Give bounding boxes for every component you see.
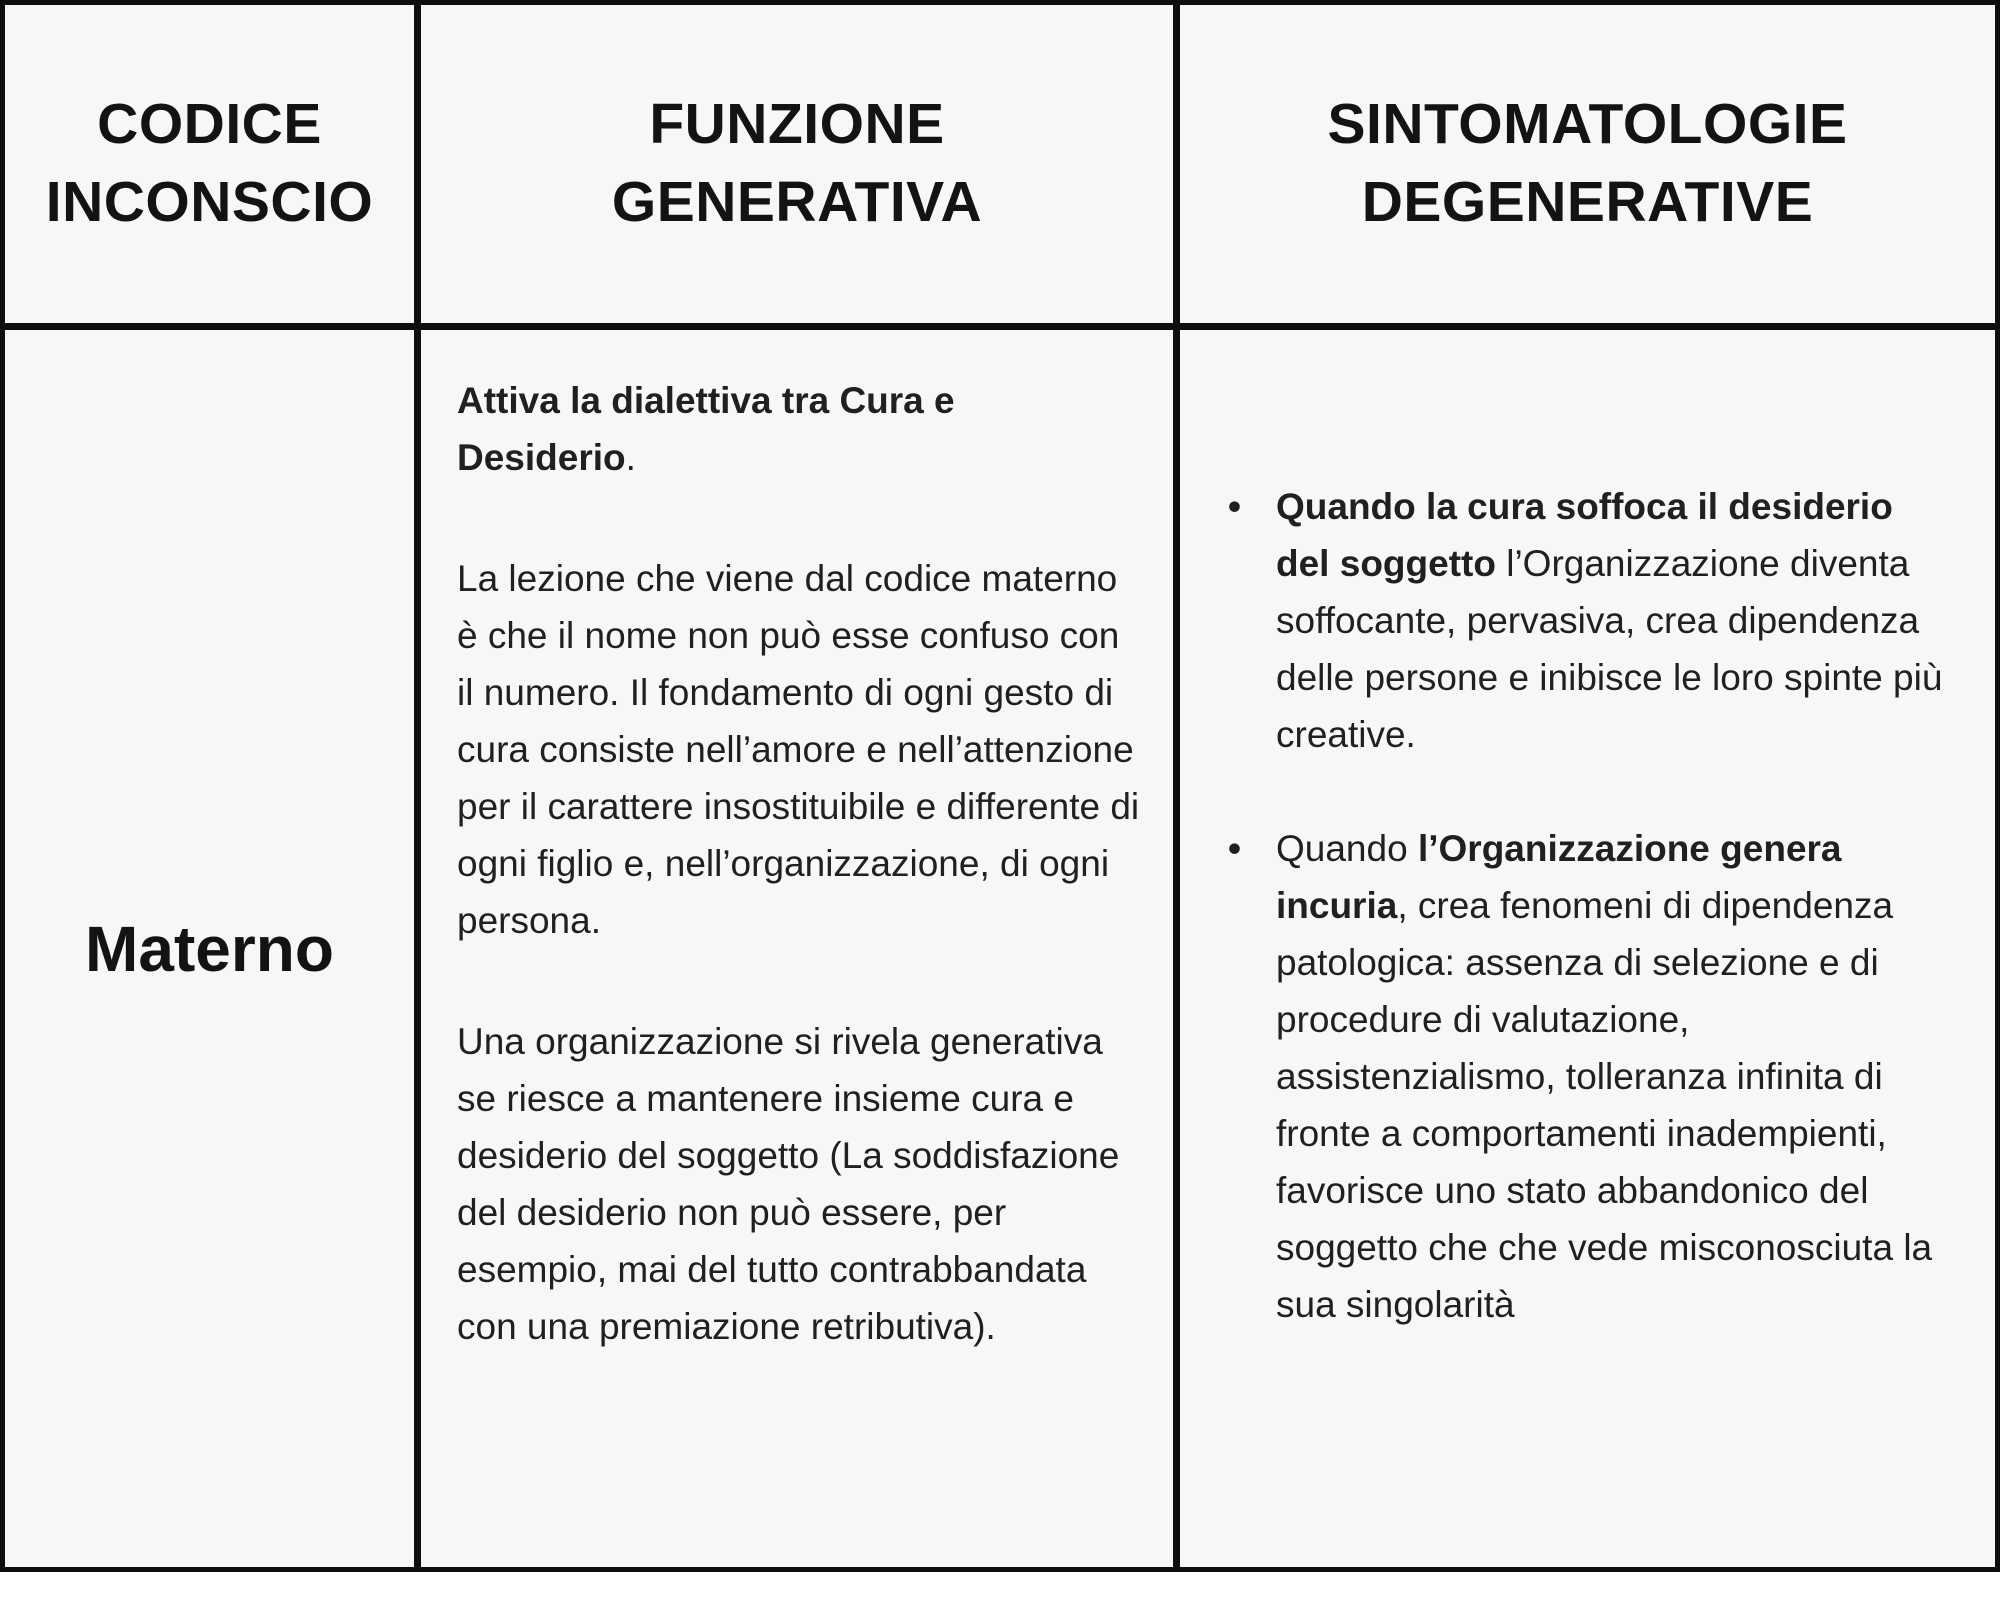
- text-run-bold: l’Organizzazione genera incuria: [1276, 828, 1842, 926]
- header-sintomatologie-degenerative-label: SINTOMATOLOGIE DEGENERATIVE: [1327, 92, 1848, 234]
- text-run: .: [625, 437, 636, 478]
- header-codice-inconscio: [5, 5, 414, 323]
- text-run: Quando: [1276, 828, 1418, 869]
- funzione-paragraph: [457, 550, 1143, 949]
- header-codice-inconscio-label: CODICE INCONSCIO: [45, 92, 374, 234]
- funzione-paragraph: [457, 372, 1143, 486]
- header-sintomatologie-degenerative: [1180, 5, 1995, 323]
- codice-materno-label: Materno: [85, 912, 334, 985]
- text-run: Una organizzazione si rivela generativa se riesce a mantenere insieme cura e desiderio del soggetto (La soddisfazione del desiderio non può essere, per esempio, mai del tutto contrabbandata con una premiazione retributiva).: [457, 1021, 1120, 1347]
- text-run-bold: Quando la cura soffoca il desiderio del soggetto: [1276, 486, 1893, 584]
- cell-codice-materno: [5, 330, 414, 1567]
- text-run-bold: Attiva la dialettiva tra Cura e Desiderio: [457, 380, 955, 478]
- text-run: La lezione che viene dal codice materno è che il nome non può esse confuso con il numero. Il fondamento di ogni gesto di cura consiste nell’amore e nell’attenzione per il carattere insostituibile e differente di ogni figlio e, nell’organizzazione, di ogni persona.: [457, 558, 1140, 941]
- cell-sintomatologie-degenerative: [1180, 330, 1995, 1567]
- text-run: , crea fenomeni di dipendenza patologica: assenza di selezione e di procedure di valutazione, assistenzialismo, tolleranza infinita di fronte a comportamenti inadempienti, favorisce uno stato abbandonico del soggetto che che vede misconosciuta la sua singolarità: [1276, 885, 1933, 1325]
- funzione-paragraph: [457, 1013, 1143, 1355]
- sintomatologie-list-item: [1180, 820, 1951, 1333]
- header-funzione-generativa: [421, 5, 1173, 323]
- cell-funzione-generativa: [421, 330, 1173, 1567]
- header-funzione-generativa-label: FUNZIONE GENERATIVA: [611, 92, 983, 234]
- text-run: l’Organizzazione diventa soffocante, pervasiva, crea dipendenza delle persone e inibisce le loro spinte più creative.: [1276, 543, 1943, 755]
- sintomatologie-list: [1180, 478, 1951, 1333]
- sintomatologie-list-item: [1180, 478, 1951, 763]
